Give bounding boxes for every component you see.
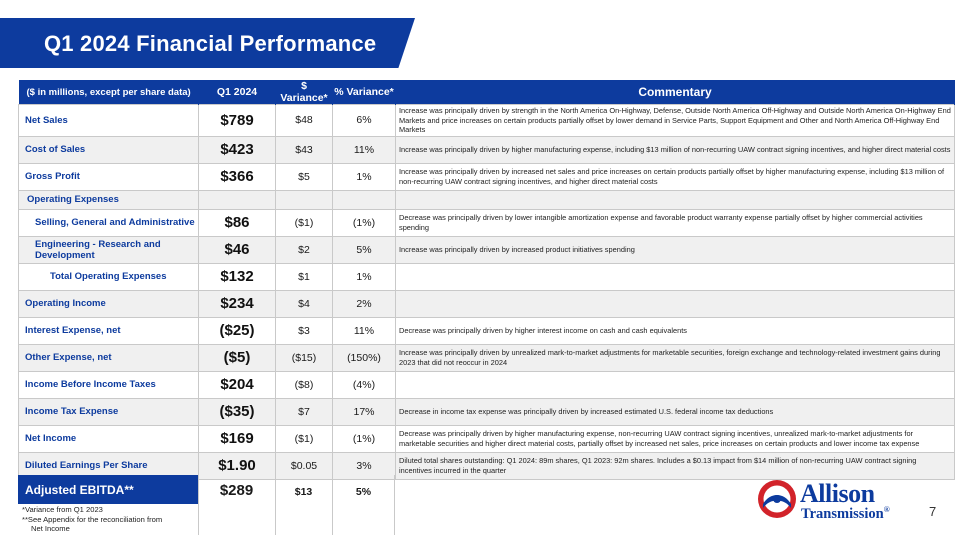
row-commentary [396,190,955,209]
row-variance: $4 [276,290,333,317]
ebitda-column-divider [332,475,333,535]
row-q1-value: $789 [199,105,276,137]
row-pct-variance: (150%) [333,344,396,371]
row-label: Interest Expense, net [19,317,199,344]
header-commentary: Commentary [396,80,955,105]
table-row [19,290,955,317]
row-q1-value: $132 [199,263,276,290]
table-row [19,209,955,236]
header-variance: $ Variance* [276,80,333,105]
row-pct-variance: (1%) [333,425,396,452]
row-pct-variance: 11% [333,136,396,163]
row-label: Income Before Income Taxes [19,371,199,398]
row-pct-variance [333,190,396,209]
adjusted-ebitda-pct-variance: 5% [355,486,372,498]
row-pct-variance: 11% [333,317,396,344]
row-label: Cost of Sales [19,136,199,163]
row-label: Operating Income [19,290,199,317]
table-row [19,344,955,371]
footnotes [22,505,162,534]
ebitda-column-divider [275,475,276,535]
row-commentary [396,371,955,398]
table-row [19,317,955,344]
row-q1-value: ($35) [199,398,276,425]
row-commentary: Increase was principally driven by increased net sales and price increases on certain products partially offset by higher manufacturing expense, including $13 million of non-recurring UAW contract signing incentives, and higher direct material costs [396,163,955,190]
row-q1-value: $1.90 [199,452,276,479]
footnote-variance: *Variance from Q1 2023 [22,505,103,514]
row-q1-value: ($25) [199,317,276,344]
row-pct-variance: 5% [333,236,396,263]
table-header-row [19,80,955,105]
table-row [19,425,955,452]
row-commentary: Decrease was principally driven by higher interest income on cash and cash equivalents [396,317,955,344]
row-variance: $0.05 [276,452,333,479]
row-commentary: Increase was principally driven by strength in the North America On-Highway, Defense, Outside North America Off-Highway and Outside North America On-Highway End Markets and price increases on certain products partially offset by lower demand in Service Parts, Support Equipment and Other and North America Off-Highway End Markets [396,105,955,137]
row-commentary [396,290,955,317]
row-pct-variance: (1%) [333,209,396,236]
row-commentary: Increase was principally driven by increased product initiatives spending [396,236,955,263]
row-variance: $1 [276,263,333,290]
row-variance: ($8) [276,371,333,398]
header-q1: Q1 2024 [199,80,276,105]
row-q1-value: $204 [199,371,276,398]
table-row [19,105,955,137]
row-label: Other Expense, net [19,344,199,371]
header-pct-variance: % Variance* [333,80,396,105]
table-row [19,236,955,263]
page-number: 7 [929,504,937,519]
row-variance: ($15) [276,344,333,371]
allison-logo-mark-icon [756,478,798,520]
row-q1-value: $46 [199,236,276,263]
row-commentary: Increase was principally driven by higher manufacturing expense, including $13 million of non-recurring UAW contract signing incentives, and higher direct material costs [396,136,955,163]
header-label: ($ in millions, except per share data) [19,80,199,105]
row-variance: $3 [276,317,333,344]
row-q1-value: $423 [199,136,276,163]
row-q1-value: ($5) [199,344,276,371]
row-variance [276,190,333,209]
footnote-appendix: **See Appendix for the reconciliation from [22,514,163,524]
table-row [19,263,955,290]
row-q1-value: $366 [199,163,276,190]
row-label: Gross Profit [19,163,199,190]
row-label: Total Operating Expenses [19,263,199,290]
logo-subtitle-text: Transmission [801,505,884,522]
page-title: Q1 2024 Financial Performance [44,31,377,56]
row-q1-value: $234 [199,290,276,317]
logo-subtitle [801,505,890,523]
row-label: Net Sales [19,105,199,137]
table-row [19,371,955,398]
row-pct-variance: 2% [333,290,396,317]
row-variance: $2 [276,236,333,263]
table-row [19,163,955,190]
row-label: Engineering - Research and Development [19,236,199,263]
row-label: Net Income [19,425,199,452]
row-q1-value [199,190,276,209]
adjusted-ebitda-label: Adjusted EBITDA** [18,475,198,504]
row-pct-variance: 17% [333,398,396,425]
row-variance: ($1) [276,425,333,452]
row-label: Diluted Earnings Per Share [19,452,199,479]
row-pct-variance: 1% [333,263,396,290]
row-commentary: Decrease in income tax expense was principally driven by increased estimated U.S. federal income tax deductions [396,398,955,425]
table-row [19,136,955,163]
row-variance: $43 [276,136,333,163]
row-label: Income Tax Expense [19,398,199,425]
logo-registered-mark: ® [883,505,890,514]
row-pct-variance: 6% [333,105,396,137]
row-variance: $48 [276,105,333,137]
row-commentary: Increase was principally driven by unrealized mark-to-market adjustments for marketable securities, foreign exchange and technology-related investment gains during 2023 that did not reoccur in 2024 [396,344,955,371]
row-pct-variance: (4%) [333,371,396,398]
financial-table [18,80,955,480]
row-commentary [396,263,955,290]
footnote-appendix-cont: Net Income [31,524,70,534]
row-label: Selling, General and Administrative [19,209,199,236]
table-row [19,398,955,425]
row-variance: $7 [276,398,333,425]
row-q1-value: $169 [199,425,276,452]
table-row [19,190,955,209]
row-commentary: Decrease was principally driven by higher manufacturing expense, non-recurring UAW contract signing incentives, unrealized mark-to-market adjustments for marketable securities and higher direct material costs, partially offset by increased net sales, price increases on certain products and lower income tax expense [396,425,955,452]
row-q1-value: $86 [199,209,276,236]
adjusted-ebitda-q1-value: $289 [219,482,254,499]
row-commentary: Decrease was principally driven by lower intangible amortization expense and favorable product warranty expense partially offset by higher commercial activities spending [396,209,955,236]
row-commentary: Diluted total shares outstanding: Q1 2024: 89m shares, Q1 2023: 92m shares. Includes a $0.13 impact from $14 million of non-recurring UAW contract signing incentives incurred in the quarter [396,452,955,479]
row-label: Operating Expenses [19,190,199,209]
row-pct-variance: 1% [333,163,396,190]
adjusted-ebitda-variance: $13 [294,486,313,498]
row-pct-variance: 3% [333,452,396,479]
row-variance: $5 [276,163,333,190]
row-variance: ($1) [276,209,333,236]
logo-wordmark: Allison [800,479,875,508]
